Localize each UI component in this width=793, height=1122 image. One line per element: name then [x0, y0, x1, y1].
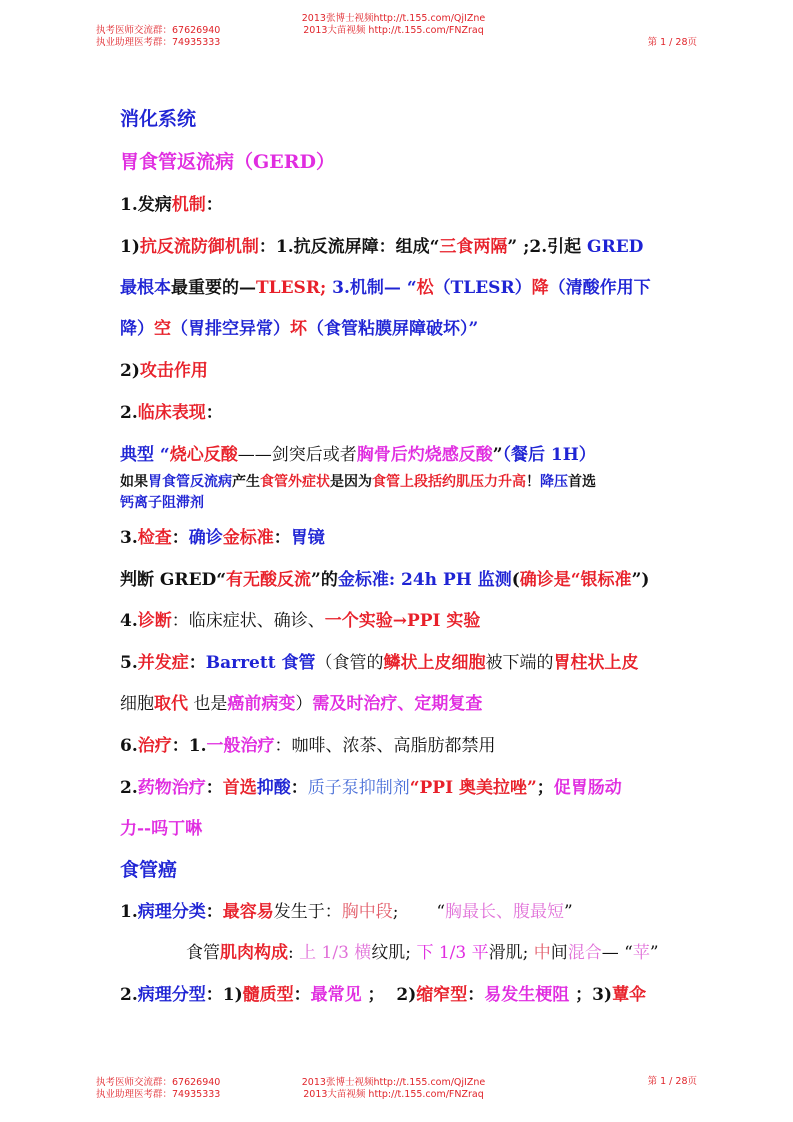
- extra-esophageal-line-1: [120, 471, 596, 491]
- text-run: 蕈伞: [612, 985, 647, 1005]
- footer-link-2[interactable]: 2013大苗视频 http://t.155.com/FNZraq: [303, 1089, 484, 1100]
- text-run: 髓质型: [242, 985, 294, 1005]
- text-run: ：1.抗反流屏障：组成“: [258, 237, 440, 257]
- text-run: 2): [120, 361, 140, 381]
- text-run: “: [436, 902, 446, 922]
- text-run: 临床表现: [137, 403, 206, 423]
- exam-heading: [120, 523, 325, 548]
- text-run: ：: [205, 778, 223, 798]
- text-run: 食管上段括约肌压力升高: [372, 474, 526, 490]
- text-run: （食管粘膜屏障破坏）”: [307, 319, 479, 339]
- text-run: 松: [416, 278, 434, 298]
- text-run: 需及时治疗、定期复查: [312, 694, 483, 714]
- text-run: 最重要的—: [171, 278, 256, 298]
- diagnosis-line: [120, 606, 480, 631]
- text-run: 1.发病: [120, 195, 172, 215]
- text-run: ：: [205, 195, 223, 215]
- text-run: ；3): [569, 985, 613, 1005]
- text-run: 金标准: [222, 528, 274, 548]
- text-run: 钙离子阻滞剂: [120, 495, 204, 511]
- text-run: ：咖啡、浓茶、高脂肪都禁用: [274, 736, 496, 756]
- anti-reflux-line-3: [120, 314, 478, 339]
- text-run: 胃镜: [290, 528, 325, 548]
- text-run: ：: [293, 985, 311, 1005]
- text-run: 药物治疗: [137, 778, 206, 798]
- typical-symptom-line: [120, 440, 596, 465]
- text-run: 典型 “: [120, 445, 170, 465]
- topic-gerd-title: 胃食管返流病（GERD）: [120, 151, 335, 173]
- anti-reflux-line-1: [120, 232, 643, 257]
- text-run: 6.: [120, 736, 138, 756]
- text-run: （清酸作用下: [548, 278, 651, 298]
- extra-esophageal-line-2: [120, 492, 204, 512]
- header-link-2[interactable]: 2013大苗视频 http://t.155.com/FNZraq: [303, 25, 484, 36]
- text-run: 诊断: [137, 611, 172, 631]
- text-run: ”: [492, 445, 503, 465]
- text-run: 是因为: [330, 474, 372, 490]
- text-run: 检查: [137, 528, 172, 548]
- text-run: ：1): [205, 985, 243, 1005]
- text-run: 胸中段: [341, 902, 393, 922]
- anti-reflux-line-2: [120, 273, 651, 298]
- text-run: 食管外症状: [260, 474, 330, 490]
- text-run: 细胞: [120, 694, 154, 714]
- header-group-1: 执考医师交流群：67626940: [96, 25, 221, 36]
- text-run: 混合: [567, 943, 602, 963]
- text-run: 胸骨后灼烧感反酸: [356, 445, 493, 465]
- text-run: 3.机制— “: [326, 278, 417, 298]
- text-run: — “: [601, 943, 633, 963]
- text-run: 一般治疗: [206, 736, 275, 756]
- gerd-mechanism-heading: [120, 190, 223, 215]
- text-run: 攻击作用: [139, 361, 208, 381]
- header-page-number: 第 1 / 28页: [647, 37, 697, 48]
- text-run: 首选: [568, 474, 596, 490]
- text-run: 最根本: [120, 278, 171, 298]
- text-run: Barrett 食管: [205, 653, 316, 673]
- text-run: 判断 GRED“: [120, 570, 227, 590]
- text-run: 促胃肠动: [553, 778, 622, 798]
- text-run: 2.: [120, 403, 138, 423]
- text-run: 有无酸反流: [226, 570, 312, 590]
- text-run: ：: [205, 403, 223, 423]
- text-run: 空: [154, 319, 171, 339]
- text-run: （餐后 1H）: [502, 445, 596, 465]
- text-run: 如果: [120, 474, 148, 490]
- text-run: 病理分类: [137, 902, 206, 922]
- text-run: 1): [120, 237, 140, 257]
- section-title: 消化系统: [120, 108, 197, 130]
- text-run: 确诊是“银标准: [519, 570, 632, 590]
- text-run: 也是: [188, 694, 228, 714]
- text-run: （TLESR）: [433, 278, 532, 298]
- text-run: ;: [392, 902, 437, 922]
- clinical-heading: [120, 398, 223, 423]
- text-run: : 24h PH 监测: [388, 570, 512, 590]
- pathology-class-line: [120, 897, 573, 922]
- text-run: 金标准: [337, 570, 389, 590]
- drug-treatment-line-2: [120, 814, 202, 839]
- text-run: 鳞状上皮细胞: [383, 653, 486, 673]
- text-run: 最常见: [310, 985, 362, 1005]
- text-run: ）: [295, 694, 313, 714]
- footer-group-1: 执考医师交流群：67626940: [96, 1077, 221, 1088]
- text-run: 首选: [222, 778, 257, 798]
- text-run: 4.: [120, 611, 138, 631]
- text-run: （食管的: [315, 653, 384, 673]
- text-run: :: [288, 943, 300, 963]
- text-run: TLESR;: [256, 278, 327, 298]
- text-run: 中: [533, 943, 551, 963]
- text-run: ”: [564, 902, 573, 922]
- text-run: 1.: [120, 902, 138, 922]
- text-run: 抑酸: [256, 778, 291, 798]
- text-run: 下 1/3 平: [416, 943, 489, 963]
- text-run: 癌前病变: [227, 694, 296, 714]
- text-run: 胃柱状上皮: [553, 653, 639, 673]
- text-run: 被下端的: [485, 653, 554, 673]
- text-run: ：: [467, 985, 485, 1005]
- text-run: ； 2): [361, 985, 417, 1005]
- text-run: 滑肌;: [488, 943, 534, 963]
- text-run: ：: [188, 653, 206, 673]
- topic-esophageal-cancer-title: 食管癌: [120, 859, 178, 881]
- footer-link-1[interactable]: 2013张博士视频http://t.155.com/QjIZne: [301, 1077, 486, 1088]
- footer-page-number: 第 1 / 28页: [647, 1076, 697, 1087]
- header-link-1[interactable]: 2013张博士视频http://t.155.com/QjIZne: [301, 13, 486, 24]
- ph-monitor-line: [120, 565, 649, 590]
- text-run: 间: [550, 943, 568, 963]
- text-run: 取代: [154, 694, 188, 714]
- text-run: 力--吗丁啉: [120, 819, 203, 839]
- text-run: GRED: [587, 237, 644, 257]
- text-run: “PPI 奥美拉唑”: [409, 778, 537, 798]
- text-run: 胸最长、腹最短: [445, 902, 565, 922]
- text-run: ：: [273, 528, 291, 548]
- text-run: 并发症: [137, 653, 189, 673]
- text-run: ！: [526, 474, 540, 490]
- text-run: ”的: [311, 570, 338, 590]
- text-run: 胃食管反流病: [148, 474, 232, 490]
- text-run: 病理分型: [137, 985, 206, 1005]
- text-run: ：1.: [171, 736, 207, 756]
- text-run: ：: [171, 528, 189, 548]
- text-run: ”: [649, 943, 659, 963]
- text-run: ”): [631, 570, 650, 590]
- text-run: 降: [531, 278, 549, 298]
- text-run: 确诊: [188, 528, 223, 548]
- text-run: （胃排空异常）: [171, 319, 290, 339]
- text-run: 机制: [171, 195, 206, 215]
- text-run: 降）: [120, 319, 154, 339]
- text-run: (: [511, 570, 520, 590]
- muscle-composition-line: [186, 938, 659, 963]
- complication-line-1: [120, 648, 639, 673]
- text-run: ；: [536, 778, 554, 798]
- header-group-2: 执业助理医考群：74935333: [96, 37, 221, 48]
- header-video-links: [0, 13, 793, 37]
- drug-treatment-line-1: [120, 773, 622, 798]
- complication-line-2: [120, 689, 482, 714]
- text-run: 上 1/3 横: [299, 943, 372, 963]
- text-run: 3.: [120, 528, 138, 548]
- attack-heading: [120, 356, 208, 381]
- text-run: 产生: [232, 474, 260, 490]
- text-run: 抗反流防御机制: [139, 237, 259, 257]
- text-run: 5.: [120, 653, 138, 673]
- text-run: 苹: [632, 943, 650, 963]
- text-run: 一个实验→PPI 实验: [324, 611, 481, 631]
- text-run: ：: [205, 902, 223, 922]
- text-run: 质子泵抑制剂: [307, 778, 410, 798]
- text-run: ——剑突后或者: [237, 445, 357, 465]
- text-run: 2.: [120, 778, 138, 798]
- text-run: 发生于：: [273, 902, 342, 922]
- text-run: 坏: [290, 319, 307, 339]
- text-run: 最容易: [222, 902, 274, 922]
- text-run: 烧心反酸: [169, 445, 238, 465]
- text-run: 降压: [540, 474, 568, 490]
- text-run: 缩窄型: [416, 985, 468, 1005]
- text-run: 食管: [186, 943, 220, 963]
- pathology-type-line: [120, 980, 646, 1005]
- footer-group-2: 执业助理医考群：74935333: [96, 1089, 221, 1100]
- text-run: 2.: [120, 985, 138, 1005]
- text-run: 纹肌;: [371, 943, 417, 963]
- treatment-line-1: [120, 731, 496, 756]
- text-run: 治疗: [137, 736, 172, 756]
- text-run: ：: [290, 778, 308, 798]
- text-run: ” ;2.引起: [507, 237, 588, 257]
- text-run: 三食两隔: [439, 237, 508, 257]
- text-run: 易发生梗阻: [484, 985, 570, 1005]
- text-run: ：临床症状、确诊、: [171, 611, 325, 631]
- text-run: 肌肉构成: [220, 943, 288, 963]
